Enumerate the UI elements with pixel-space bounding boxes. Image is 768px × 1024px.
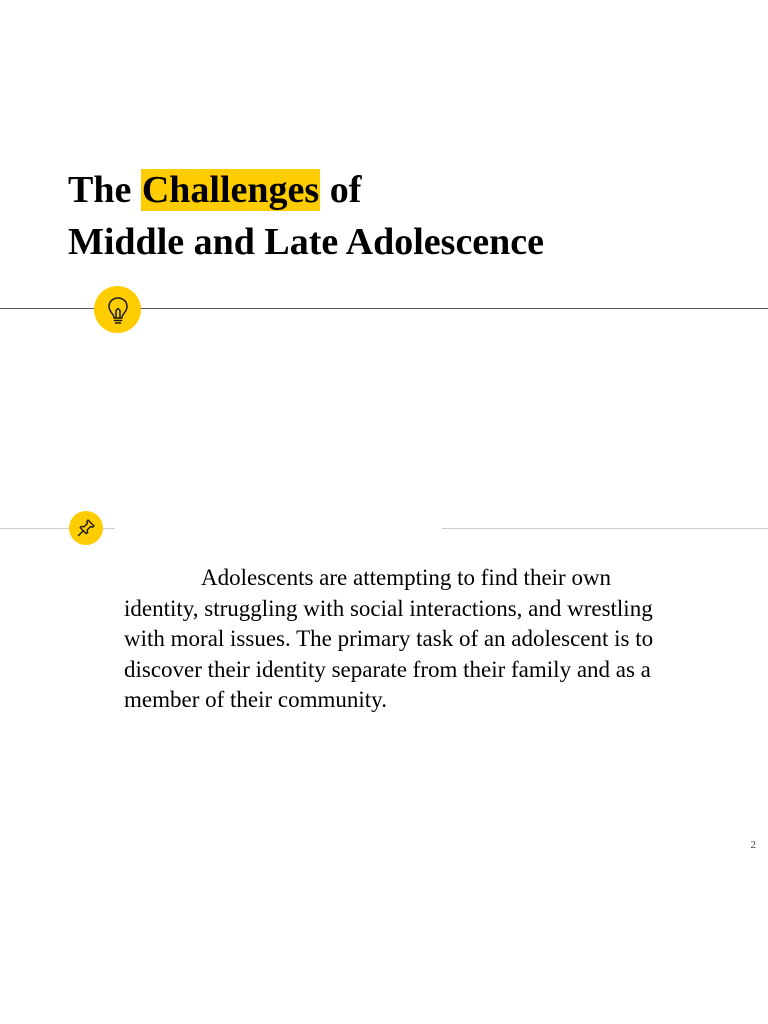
title-word-the: The (68, 169, 132, 211)
title-highlight: Challenges (141, 169, 320, 211)
pushpin-icon (69, 511, 103, 545)
title-line-2: Middle and Late Adolescence (68, 221, 545, 263)
lightbulb-icon (94, 286, 141, 333)
page-number: 2 (750, 839, 756, 851)
slide-title (68, 164, 544, 268)
body-paragraph: Adolescents are attempting to find their own identity, struggling with social interactions, and wrestling with moral issues. The primary task of an adolescent is to discover their identity separate from their family and as a member of their community. (124, 565, 654, 712)
title-word-of: of (329, 169, 362, 211)
section-divider-right (442, 528, 768, 529)
